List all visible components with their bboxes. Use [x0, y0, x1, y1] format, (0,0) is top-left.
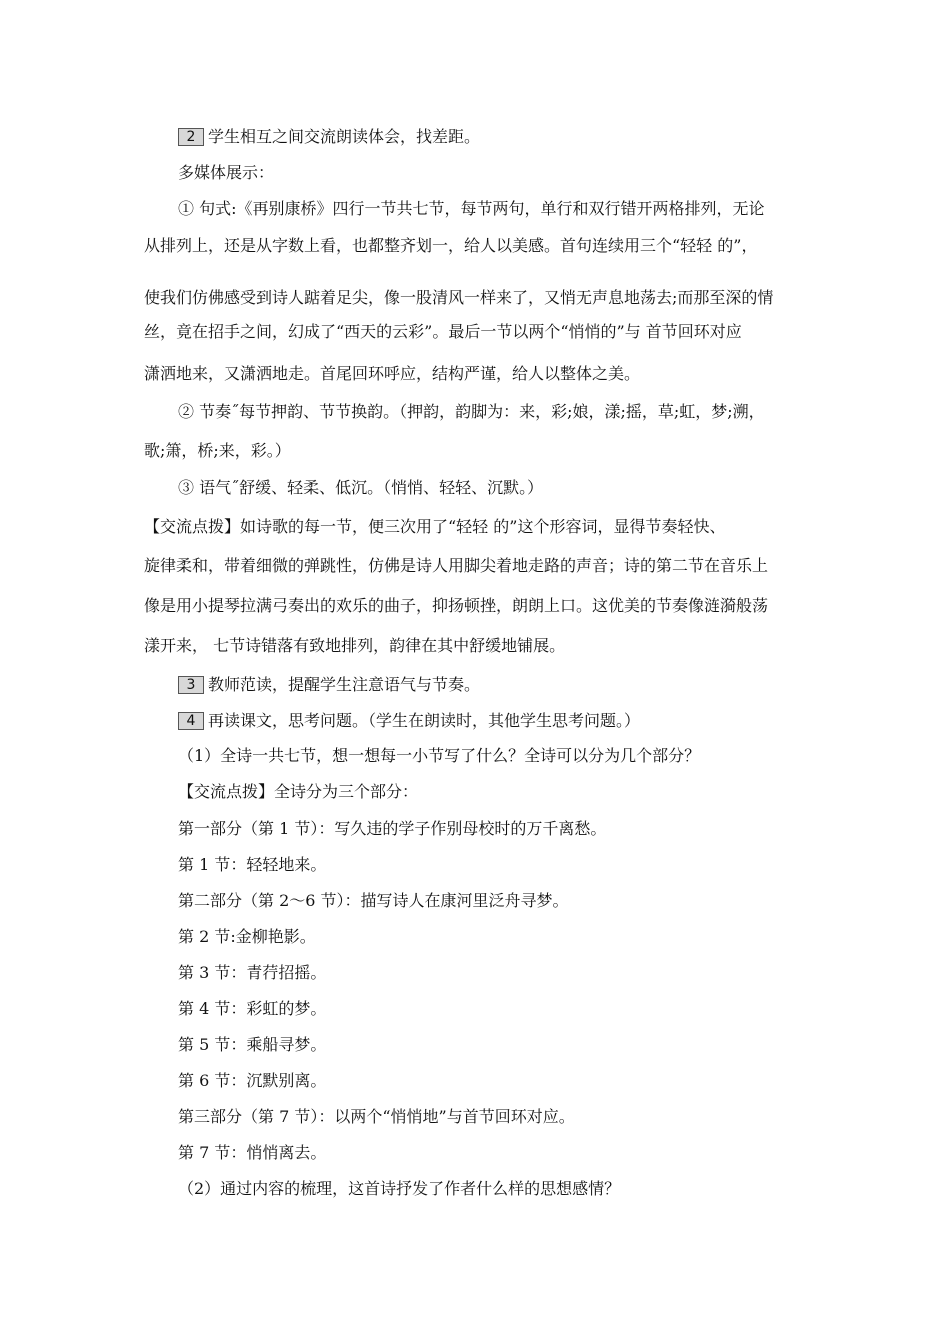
text-line: 【交流点拨】如诗歌的每一节，便三次用了“轻轻 的”这个形容词，显得节奏轻快、 [144, 517, 726, 536]
text-line: ③ 语气˝舒缓、轻柔、低沉。（悄悄、轻轻、沉默。） [178, 478, 544, 497]
step-text: 再读课文，思考问题。（学生在朗读时，其他学生思考问题。） [208, 711, 641, 730]
text-line: 丝，竟在招手之间，幻成了“西天的云彩”。最后一节以两个“悄悄的”与 首节回环对应 [144, 322, 742, 341]
text-line: 第 1 节：轻轻地来。 [178, 855, 327, 874]
text-line: 多媒体展示： [178, 163, 275, 182]
text-line: 第 4 节：彩虹的梦。 [178, 999, 327, 1018]
step-number-box: 4 [178, 712, 204, 730]
text-line: 第 7 节：悄悄离去。 [178, 1143, 327, 1162]
text-line: ① 句式:《再别康桥》四行一节共七节，每节两句，单行和双行错开两格排列，无论 [178, 199, 765, 218]
text-line: 第一部分（第 1 节）：写久违的学子作别母校时的万千离愁。 [178, 819, 607, 838]
step-4-paragraph [0, 710, 950, 732]
text-line: 第三部分（第 7 节）：以两个“悄悄地”与首节回环对应。 [178, 1107, 575, 1126]
text-line: 漾开来， 七节诗错落有致地排列，韵律在其中舒缓地铺展。 [144, 636, 566, 655]
text-line: 【交流点拨】全诗分为三个部分： [178, 782, 419, 801]
text-line: 歌;箫，桥;来，彩。） [144, 441, 291, 460]
question-1: （1）全诗一共七节，想一想每一小节写了什么？全诗可以分为几个部分？ [178, 746, 701, 765]
text-line: ② 节奏˝每节押韵、节节换韵。（押韵，韵脚为：来，彩;娘，漾;摇，草;虹，梦;溯， [178, 402, 765, 421]
text-line: 第 6 节：沉默别离。 [178, 1071, 327, 1090]
step-number-box: 2 [178, 128, 204, 146]
step-3-paragraph [0, 674, 950, 696]
text-line: 从排列上，还是从字数上看，也都整齐划一，给人以美感。首句连续用三个“轻轻 的”， [144, 236, 758, 255]
text-line: 潇洒地来，又潇洒地走。首尾回环呼应，结构严谨，给人以整体之美。 [144, 364, 641, 383]
step-2-paragraph [0, 126, 950, 148]
text-line: 第 2 节:金柳艳影。 [178, 927, 316, 946]
text-line: 第 5 节：乘船寻梦。 [178, 1035, 327, 1054]
text-line: 第二部分（第 2～6 节）：描写诗人在康河里泛舟寻梦。 [178, 891, 569, 910]
text-line: 像是用小提琴拉满弓奏出的欢乐的曲子，抑扬顿挫，朗朗上口。这优美的节奏像涟漪般荡 [144, 596, 769, 615]
step-text: 学生相互之间交流朗读体会，找差距。 [208, 127, 481, 146]
step-number-box: 3 [178, 676, 204, 694]
text-line: 旋律柔和，带着细微的弹跳性，仿佛是诗人用脚尖着地走路的声音；诗的第二节在音乐上 [144, 556, 769, 575]
text-line: 第 3 节：青荇招摇。 [178, 963, 327, 982]
step-text: 教师范读，提醒学生注意语气与节奏。 [208, 675, 481, 694]
text-line: 使我们仿佛感受到诗人踮着足尖，像一股清风一样来了，又悄无声息地荡去;而那至深的情 [144, 288, 774, 307]
question-2: （2）通过内容的梳理，这首诗抒发了作者什么样的思想感情？ [178, 1179, 621, 1198]
